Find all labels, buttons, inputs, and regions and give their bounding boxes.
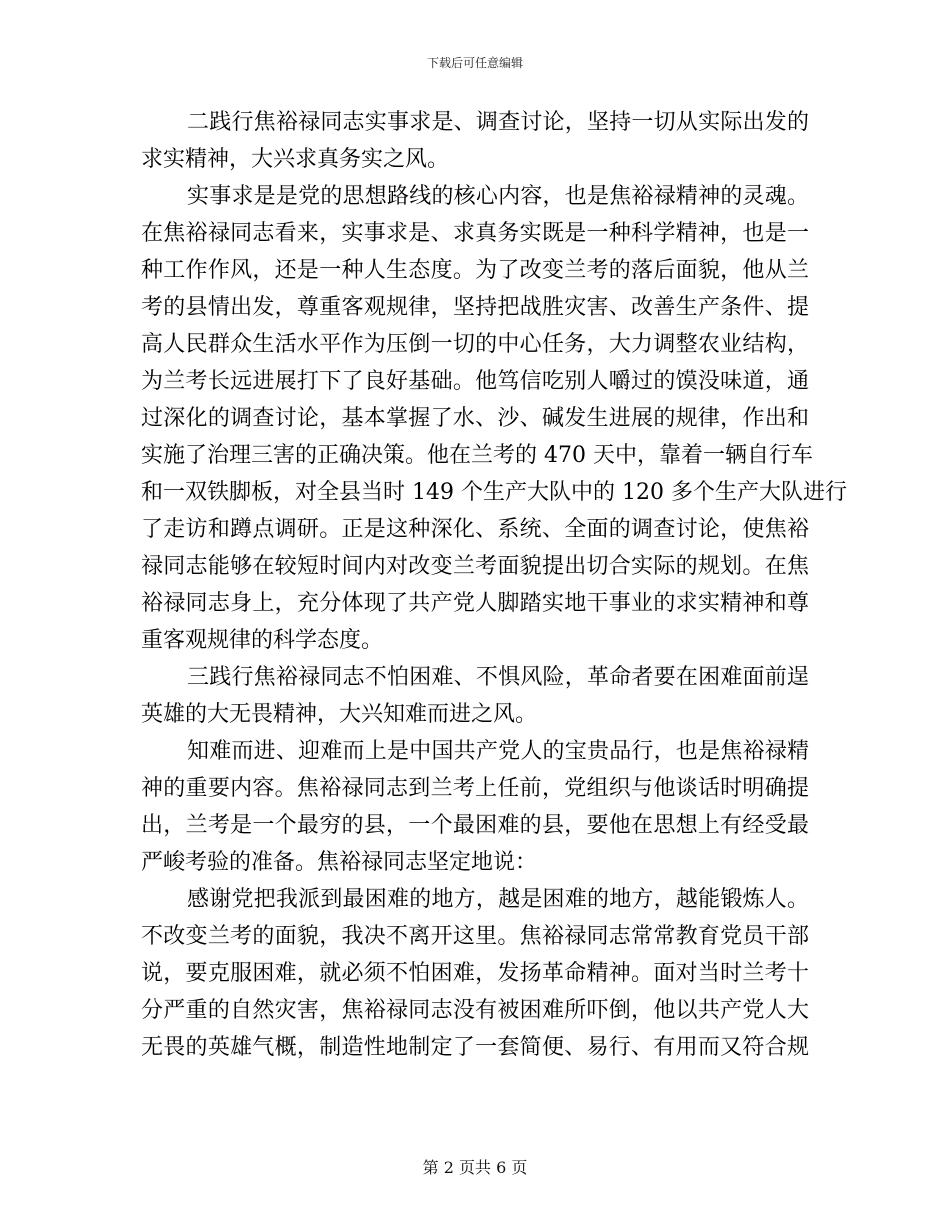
page-number: 第 2 页共 6 页 bbox=[422, 1158, 528, 1177]
paragraph bbox=[141, 733, 809, 881]
text-line: 过深化的调查讨论，基本掌握了水、沙、碱发生进展的规律，作出和 bbox=[141, 406, 809, 431]
text-line: 出，兰考是一个最穷的县，一个最困难的县，要他在思想上有经受最 bbox=[141, 813, 809, 838]
text-line: 分严重的自然灾害，焦裕禄同志没有被困难所吓倒，他以共产党人大 bbox=[141, 998, 809, 1023]
text-line: 实施了治理三害的正确决策。他在兰考的 470 天中，靠着一辆自行车 bbox=[141, 443, 813, 468]
text-line: 无畏的英雄气概，制造性地制定了一套简便、易行、有用而又符合规 bbox=[141, 1035, 809, 1060]
text-line: 和一双铁脚板，对全县当时 149 个生产大队中的 120 多个生产大队进行 bbox=[141, 480, 847, 505]
text-line: 严峻考验的准备。焦裕禄同志坚定地说： bbox=[141, 850, 538, 875]
text-line: 不改变兰考的面貌，我决不离开这里。焦裕禄同志常常教育党员干部 bbox=[141, 924, 809, 949]
paragraph bbox=[141, 881, 809, 1066]
text-line: 知难而进、迎难而上是中国共产党人的宝贵品行，也是焦裕禄精 bbox=[187, 739, 809, 764]
text-line: 裕禄同志身上，充分体现了共产党人脚踏实地干事业的求实精神和尊 bbox=[141, 591, 809, 616]
text-line: 在焦裕禄同志看来，实事求是、求真务实既是一种科学精神，也是一 bbox=[141, 221, 809, 246]
text-line: 禄同志能够在较短时间内对改变兰考面貌提出切合实际的规划。在焦 bbox=[141, 554, 809, 579]
text-line: 实事求是是党的思想路线的核心内容，也是焦裕禄精神的灵魂。 bbox=[187, 184, 809, 209]
text-line: 感谢党把我派到最困难的地方，越是困难的地方，越能锻炼人。 bbox=[187, 887, 809, 912]
text-line: 考的县情出发，尊重客观规律，坚持把战胜灾害、改善生产条件、提 bbox=[141, 295, 809, 320]
text-line: 了走访和蹲点调研。正是这种深化、系统、全面的调查讨论，使焦裕 bbox=[141, 517, 809, 542]
paragraph bbox=[141, 659, 809, 733]
paragraph bbox=[141, 178, 847, 659]
page-header-note: 下载后可任意编辑 bbox=[426, 56, 523, 70]
text-line: 英雄的大无畏精神，大兴知难而进之风。 bbox=[141, 702, 538, 727]
text-line: 神的重要内容。焦裕禄同志到兰考上任前，党组织与他谈话时明确提 bbox=[141, 776, 809, 801]
text-line: 重客观规律的科学态度。 bbox=[141, 628, 384, 653]
text-line: 种工作作风，还是一种人生态度。为了改变兰考的落后面貌，他从兰 bbox=[141, 258, 809, 283]
document-body bbox=[141, 104, 847, 1066]
text-line: 为兰考长远进展打下了良好基础。他笃信吃别人嚼过的馍没味道，通 bbox=[141, 369, 809, 394]
text-line: 二践行焦裕禄同志实事求是、调查讨论，坚持一切从实际出发的 bbox=[187, 110, 809, 135]
paragraph bbox=[141, 104, 809, 178]
text-line: 高人民群众生活水平作为压倒一切的中心任务，大力调整农业结构， bbox=[141, 332, 809, 357]
text-line: 三践行焦裕禄同志不怕困难、不惧风险，革命者要在困难面前逞 bbox=[187, 665, 809, 690]
text-line: 求实精神，大兴求真务实之风。 bbox=[141, 147, 450, 172]
text-line: 说，要克服困难，就必须不怕困难，发扬革命精神。面对当时兰考十 bbox=[141, 961, 809, 986]
